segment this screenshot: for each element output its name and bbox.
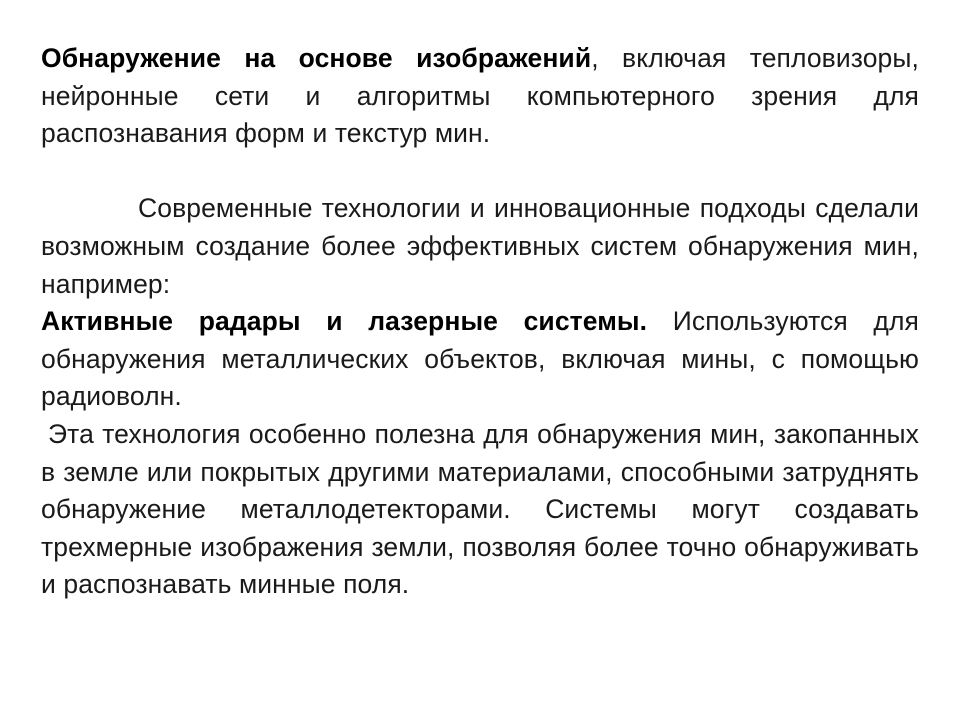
paragraph-spacer <box>41 153 919 191</box>
paragraph-image-detection <box>41 40 919 153</box>
slide-text-body <box>41 40 919 604</box>
paragraph-image-detection-heading: Обнаружение на основе изображений <box>41 43 592 73</box>
paragraph-active-radars-text: Используются для обнаружения металлических объектов, включая мины, с помощью радиоволн. <box>41 306 919 412</box>
paragraph-image-detection-text: , включая тепловизоры, нейронные сети и алгоритмы компьютерного зрения для распознавания форм и текстур мин. <box>41 43 920 149</box>
paragraph-active-radars <box>41 303 919 416</box>
paragraph-modern-technologies: Современные технологии и инновационные подходы сделали возможным создание более эффективных систем обнаружения мин, например: <box>41 193 919 299</box>
paragraph-technology-usefulness: Эта технология особенно полезна для обнаружения мин, закопанных в земле или покрытых другими материалами, способными затруднять обнаружение металлодетекторами. Системы могут создавать трехмерные изображения земли, позволяя более точно обнаруживать и распознавать минные поля. <box>41 418 919 600</box>
paragraph-active-radars-heading: Активные радары и лазерные системы. <box>41 306 648 337</box>
